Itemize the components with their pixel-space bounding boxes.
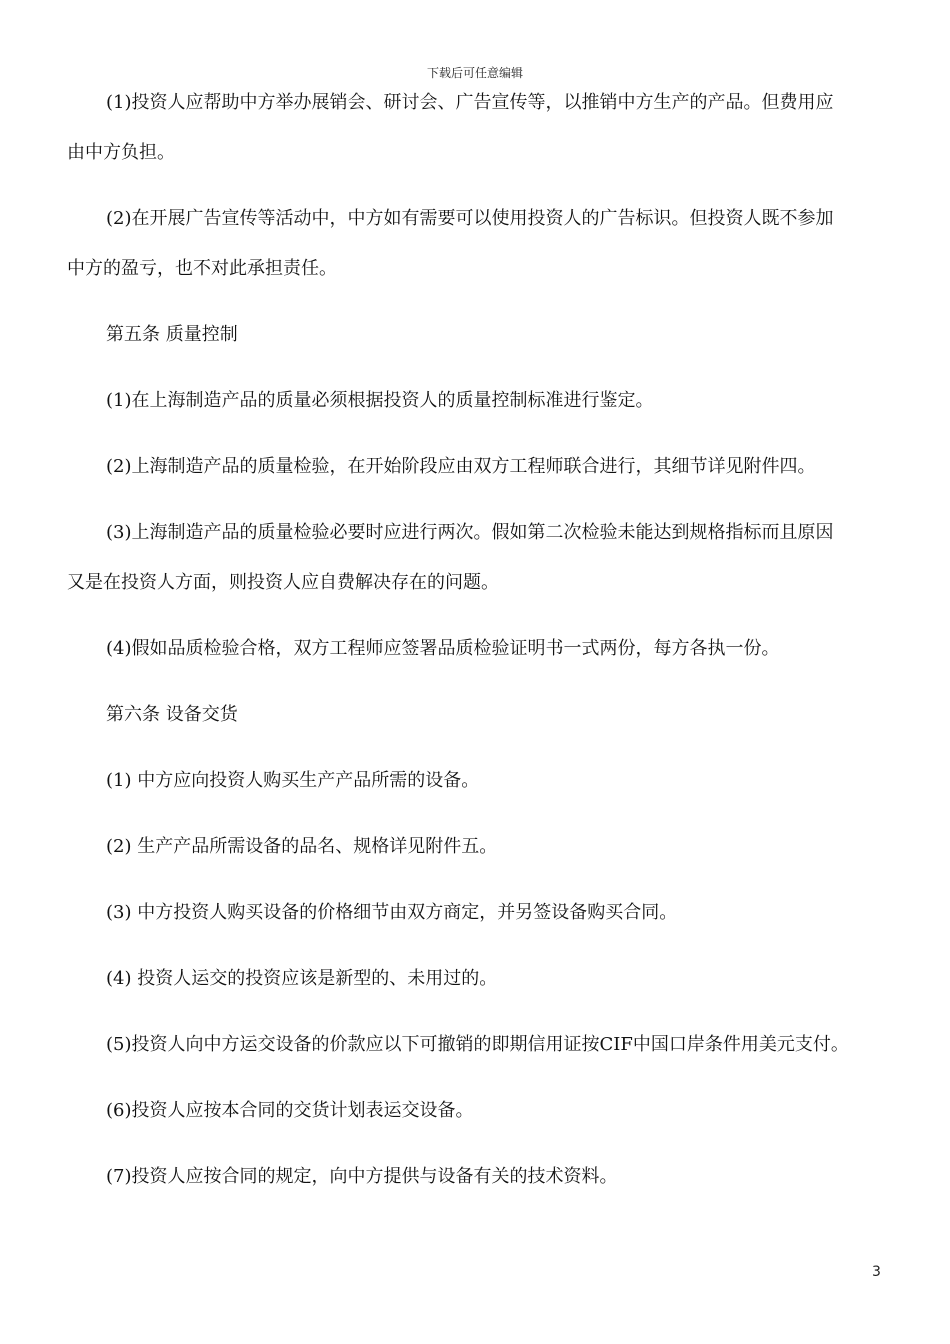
paragraph-line: (3)上海制造产品的质量检验必要时应进行两次。假如第二次检验未能达到规格指标而且原因: [106, 522, 834, 543]
paragraph-equipment-1: [67, 756, 893, 806]
document-body: [67, 78, 893, 1202]
header-note: 下载后可任意编辑: [426, 66, 523, 80]
paragraph-equipment-3: [67, 888, 893, 938]
paragraph-equipment-7: [67, 1152, 893, 1202]
paragraph-line: (4) 投资人运交的投资应该是新型的、未用过的。: [106, 968, 498, 989]
paragraph-advertising-1: [67, 78, 893, 178]
paragraph-line: 又是在投资人方面，则投资人应自费解决存在的问题。: [67, 572, 499, 593]
paragraph-line: (7)投资人应按合同的规定，向中方提供与设备有关的技术资料。: [106, 1166, 618, 1187]
paragraph-quality-4: [67, 624, 893, 674]
paragraph-quality-1: [67, 376, 893, 426]
paragraph-line: (3) 中方投资人购买设备的价格细节由双方商定，并另签设备购买合同。: [106, 902, 678, 923]
paragraph-line: (2) 生产产品所需设备的品名、规格详见附件五。: [106, 836, 498, 857]
section-heading: 第六条 设备交货: [106, 704, 238, 725]
paragraph-line: (2)上海制造产品的质量检验，在开始阶段应由双方工程师联合进行，其细节详见附件四。: [106, 456, 816, 477]
paragraph-quality-2: [67, 442, 893, 492]
paragraph-advertising-2: [67, 194, 893, 294]
paragraph-line: (2)在开展广告宣传等活动中，中方如有需要可以使用投资人的广告标识。但投资人既不参加: [106, 208, 834, 229]
paragraph-equipment-6: [67, 1086, 893, 1136]
section-heading-quality-control: [67, 310, 893, 360]
paragraph-equipment-5: [67, 1020, 893, 1070]
paragraph-line: (5)投资人向中方运交设备的价款应以下可撤销的即期信用证按CIF中国口岸条件用美元支付。: [106, 1034, 849, 1055]
paragraph-line: (4)假如品质检验合格，双方工程师应签署品质检验证明书一式两份，每方各执一份。: [106, 638, 780, 659]
paragraph-line: (6)投资人应按本合同的交货计划表运交设备。: [106, 1100, 474, 1121]
page-number: 3: [872, 1264, 881, 1280]
paragraph-quality-3: [67, 508, 893, 608]
section-heading: 第五条 质量控制: [106, 324, 238, 345]
section-heading-equipment-delivery: [67, 690, 893, 740]
paragraph-line: 中方的盈亏，也不对此承担责任。: [67, 258, 337, 279]
paragraph-line: 由中方负担。: [67, 142, 175, 163]
paragraph-equipment-4: [67, 954, 893, 1004]
paragraph-line: (1)在上海制造产品的质量必须根据投资人的质量控制标准进行鉴定。: [106, 390, 654, 411]
paragraph-line: (1) 中方应向投资人购买生产产品所需的设备。: [106, 770, 480, 791]
paragraph-equipment-2: [67, 822, 893, 872]
paragraph-line: (1)投资人应帮助中方举办展销会、研讨会、广告宣传等，以推销中方生产的产品。但费用应: [106, 92, 834, 113]
